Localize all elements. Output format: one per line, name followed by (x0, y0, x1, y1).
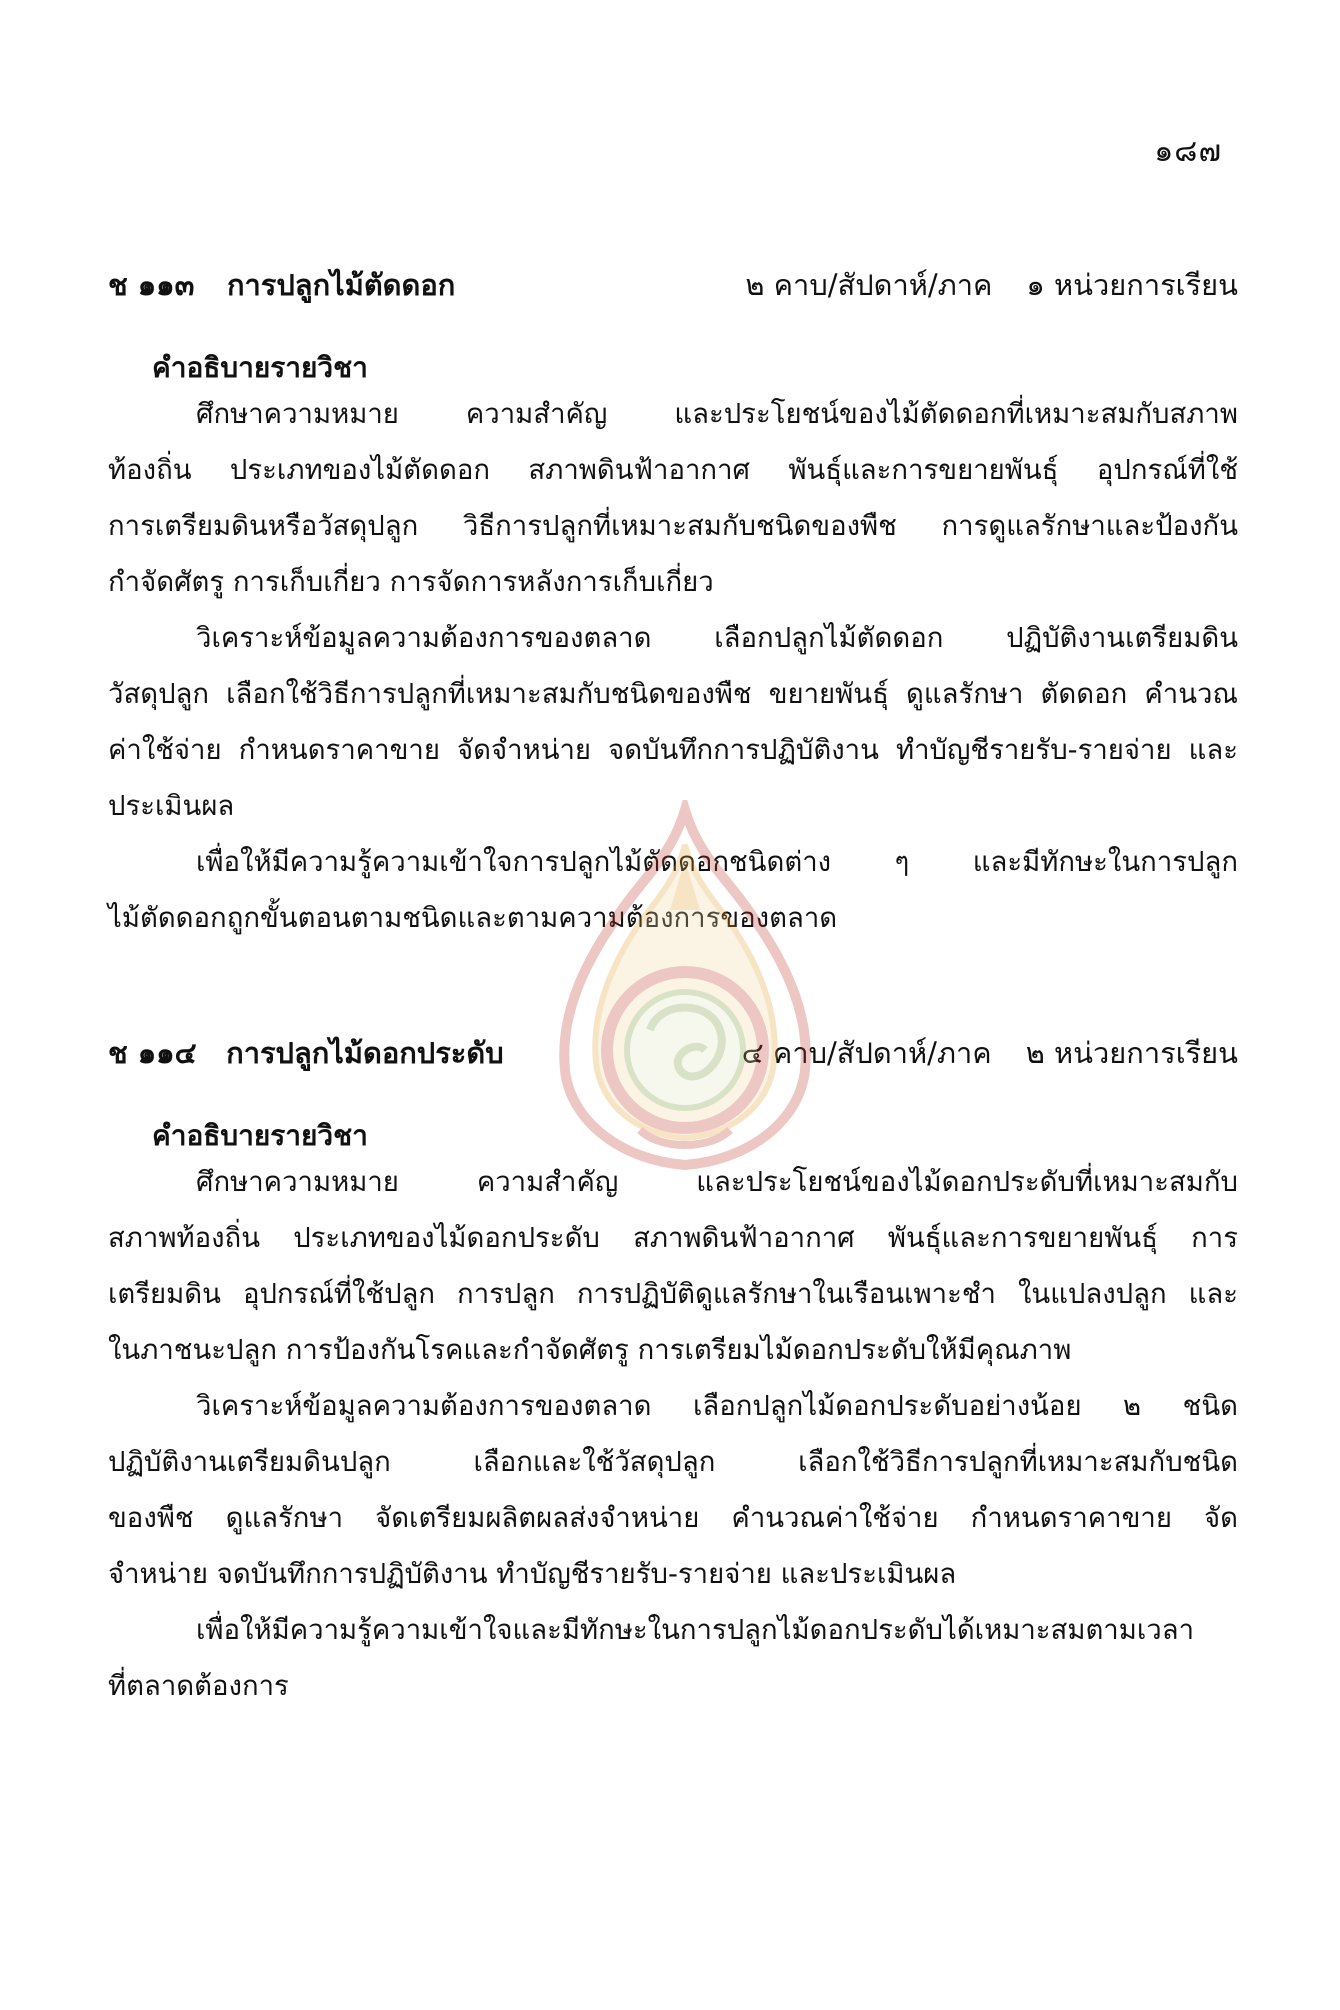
paragraph (108, 386, 1238, 610)
course-header (108, 1030, 1238, 1070)
paragraph (108, 834, 1238, 946)
paragraph (108, 1378, 1238, 1602)
paragraph-line: ไม้ตัดดอกถูกขั้นตอนตามชนิดและตามความต้องการของตลาด (108, 902, 838, 934)
paragraph-line: จำหน่าย จดบันทึกการปฏิบัติงาน ทำบัญชีรายรับ-รายจ่าย และประเมินผล (108, 1558, 957, 1590)
course-hours: ๔ คาบ/สัปดาห์/ภาค (741, 1036, 992, 1070)
paragraph-line: วิเคราะห์ข้อมูลความต้องการของตลาด เลือกปลูกไม้ตัดดอก ปฏิบัติงานเตรียมดิน (196, 622, 1238, 654)
paragraph-line: วิเคราะห์ข้อมูลความต้องการของตลาด เลือกปลูกไม้ดอกประดับอย่างน้อย ๒ ชนิด (196, 1390, 1238, 1422)
paragraph-line: ค่าใช้จ่าย กำหนดราคาขาย จัดจำหน่าย จดบันทึกการปฏิบัติงาน ทำบัญชีรายรับ-รายจ่าย และ (108, 734, 1238, 766)
course-credits: ๑ หน่วยการเรียน (1026, 268, 1238, 302)
paragraph-line: ในภาชนะปลูก การป้องกันโรคและกำจัดศัตรู การเตรียมไม้ดอกประดับให้มีคุณภาพ (108, 1334, 1072, 1366)
paragraph-line: เพื่อให้มีความรู้ความเข้าใจและมีทักษะในการปลูกไม้ดอกประดับได้เหมาะสมตามเวลา (196, 1614, 1195, 1646)
course-code: ช ๑๑๓ (108, 268, 195, 302)
course-title: การปลูกไม้ดอกประดับ (226, 1036, 504, 1070)
paragraph-line: ที่ตลาดต้องการ (108, 1670, 289, 1702)
paragraph-line: การเตรียมดินหรือวัสดุปลูก วิธีการปลูกที่เหมาะสมกับชนิดของพืช การดูแลรักษาและป้องกัน (108, 510, 1238, 542)
course-section-2 (108, 1030, 1238, 1714)
paragraph-line: ของพืช ดูแลรักษา จัดเตรียมผลิตผลส่งจำหน่าย คำนวณค่าใช้จ่าย กำหนดราคาขาย จัด (108, 1502, 1238, 1534)
description-heading: คำอธิบายรายวิชา (152, 1119, 368, 1152)
course-header (108, 262, 1238, 302)
paragraph (108, 1154, 1238, 1378)
page-number: ๑๘๗ (1154, 134, 1222, 169)
paragraph-line: ศึกษาความหมาย ความสำคัญ และประโยชน์ของไม้ตัดดอกที่เหมาะสมกับสภาพ (196, 398, 1238, 430)
paragraph-line: เพื่อให้มีความรู้ความเข้าใจการปลูกไม้ตัดดอกชนิดต่าง ๆ และมีทักษะในการปลูก (196, 846, 1238, 878)
course-hours: ๒ คาบ/สัปดาห์/ภาค (745, 268, 993, 302)
paragraph (108, 1602, 1238, 1714)
paragraph (108, 610, 1238, 834)
paragraph-line: ศึกษาความหมาย ความสำคัญ และประโยชน์ของไม้ดอกประดับที่เหมาะสมกับ (196, 1166, 1238, 1198)
paragraph-line: ประเมินผล (108, 790, 235, 822)
paragraph-line: เตรียมดิน อุปกรณ์ที่ใช้ปลูก การปลูก การปฏิบัติดูแลรักษาในเรือนเพาะชำ ในแปลงปลูก และ (108, 1278, 1238, 1310)
paragraph-line: ปฏิบัติงานเตรียมดินปลูก เลือกและใช้วัสดุปลูก เลือกใช้วิธีการปลูกที่เหมาะสมกับชนิด (108, 1446, 1238, 1478)
course-code: ช ๑๑๔ (108, 1036, 197, 1070)
paragraph-line: กำจัดศัตรู การเก็บเกี่ยว การจัดการหลังการเก็บเกี่ยว (108, 566, 714, 598)
course-title: การปลูกไม้ตัดดอก (226, 268, 456, 302)
description-heading: คำอธิบายรายวิชา (152, 351, 368, 384)
course-section-1 (108, 262, 1238, 946)
course-credits: ๒ หน่วยการเรียน (1025, 1036, 1238, 1070)
paragraph-line: ท้องถิ่น ประเภทของไม้ตัดดอก สภาพดินฟ้าอากาศ พันธุ์และการขยายพันธุ์ อุปกรณ์ที่ใช้ (108, 454, 1238, 486)
paragraph-line: สภาพท้องถิ่น ประเภทของไม้ดอกประดับ สภาพดินฟ้าอากาศ พันธุ์และการขยายพันธุ์ การ (108, 1222, 1238, 1254)
paragraph-line: วัสดุปลูก เลือกใช้วิธีการปลูกที่เหมาะสมกับชนิดของพืช ขยายพันธุ์ ดูแลรักษา ตัดดอก คำนวณ (108, 678, 1238, 710)
